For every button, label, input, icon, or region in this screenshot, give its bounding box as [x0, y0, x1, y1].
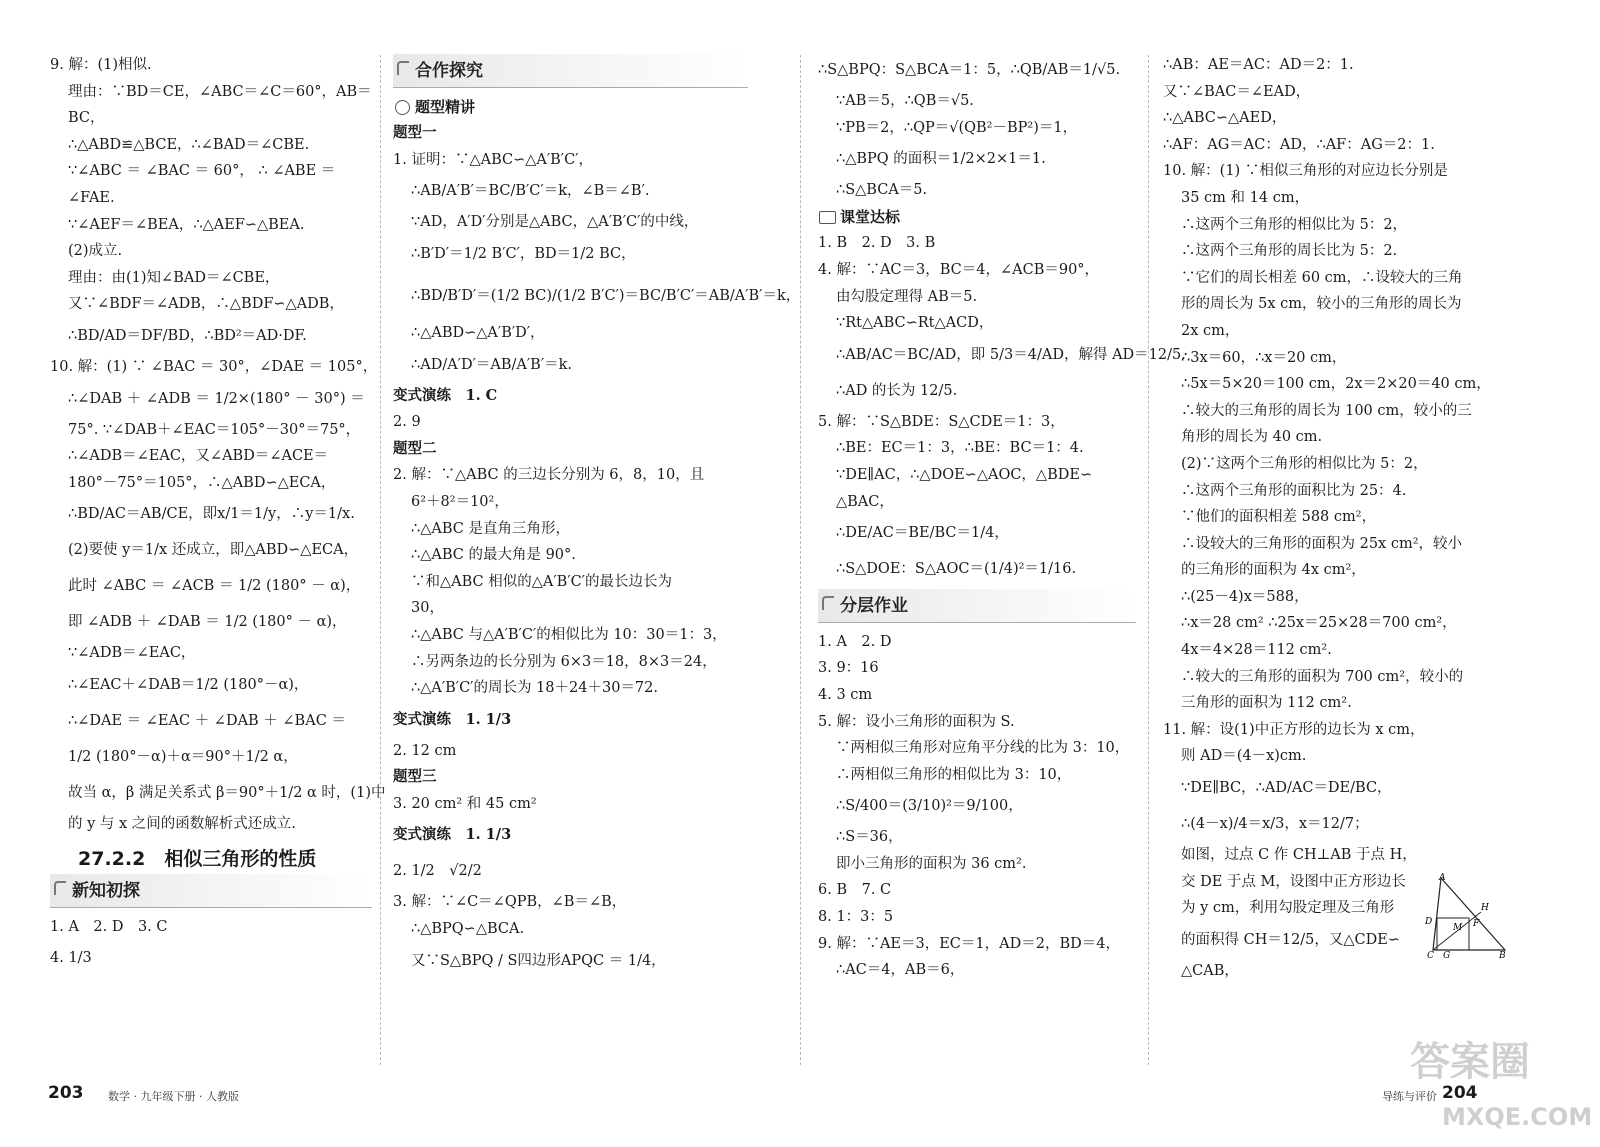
text-line: 10. 解：(1) ∵ ∠BAC ＝ 30°，∠DAE ＝ 105°， [50, 358, 378, 375]
text-line: ∵AB＝5，∴QB＝√5. [836, 93, 974, 109]
text-line: 2x cm， [1181, 322, 1240, 339]
text-line: ∴AC＝4，AB＝6， [836, 962, 965, 979]
text-line: 3. 解：∵∠C＝∠QPB，∠B＝∠B， [393, 894, 627, 911]
text-line: 题型三 [393, 768, 437, 786]
text-line: ∴∠DAE ＝ ∠EAC ＋ ∠DAB ＋ ∠BAC ＝ [68, 712, 346, 729]
text-line: 1. A 2. D [818, 633, 892, 650]
text-line: 如图，过点 C 作 CH⊥AB 于点 H， [1181, 847, 1417, 864]
text-line: 8. 1：3：5 [818, 909, 894, 926]
text-line: ∴△ABD≌△BCE，∴∠BAD＝∠CBE. [68, 136, 310, 153]
text-line: 9. 解：(1)相似. [50, 57, 152, 73]
text-line: ∴AD/A′D′＝AB/A′B′＝k. [411, 356, 573, 373]
text-line: 变式演练 1. 1/3 [393, 710, 512, 728]
text-line: 2. 12 cm [393, 742, 457, 759]
text-line: ∵PB＝2，∴QP＝√(QB²－BP²)＝1， [836, 119, 1078, 136]
text-line: 即小三角形的面积为 36 cm². [836, 855, 1027, 872]
text-line: 又∵∠BAC＝∠EAD， [1163, 83, 1311, 100]
text-line: 角形的周长为 40 cm. [1181, 429, 1323, 446]
figure-label: H [1481, 903, 1489, 913]
text-line: ∴AB：AE＝AC：AD＝2：1. [1163, 57, 1354, 73]
text-line: ∴△ABC 是直角三角形， [411, 520, 570, 537]
text-line: ∴S△BCA＝5. [836, 182, 928, 199]
text-line: ∴AF：AG＝AC：AD，∴AF：AG＝2：1. [1163, 136, 1435, 153]
text-line: 75°. ∵∠DAB＋∠EAC＝105°－30°＝75°， [68, 421, 361, 438]
text-line: ∴这两个三角形的周长比为 5：2. [1181, 243, 1398, 260]
text-line: 180°－75°＝105°，∴△ABD∽△ECA， [68, 474, 336, 491]
section-header-coop [393, 54, 748, 88]
text-line: 1. 证明：∵△ABC∽△A′B′C′， [393, 151, 593, 168]
text-line: 3. 9：16 [818, 660, 879, 677]
text-line: ∵两相似三角形对应角平分线的比为 3：10， [836, 740, 1130, 757]
text-line: 又∵S△BPQ / S四边形APQC ＝ 1/4， [411, 952, 666, 969]
section-header-new [50, 874, 372, 908]
text-line: ∴BD/AD＝DF/BD，∴BD²＝AD·DF. [68, 327, 307, 344]
watermark-logo [1402, 1025, 1593, 1135]
text-line: ∵AD，A′D′分别是△ABC，△A′B′C′的中线， [411, 214, 699, 231]
text-line: ∴△BPQ∽△BCA. [411, 921, 525, 938]
text-line: ∵∠ABC ＝ ∠BAC ＝ 60°， ∴ ∠ABE ＝ [68, 163, 336, 180]
text-line: ∴3x＝60，∴x＝20 cm， [1181, 349, 1347, 366]
text-line: ∴△BPQ 的面积＝1/2×2×1＝1. [836, 151, 1046, 168]
text-line: ∴DE/AC＝BE/BC＝1/4， [836, 525, 1009, 542]
figure-label: A [1439, 873, 1446, 883]
text-line: ∴B′D′＝1/2 B′C′，BD＝1/2 BC， [411, 245, 636, 262]
figure-label: D [1425, 917, 1433, 927]
text-line: 10. 解：(1) ∵相似三角形的对应边长分别是 [1163, 163, 1448, 180]
text-line: 35 cm 和 14 cm， [1181, 189, 1310, 206]
sub-header-question [393, 94, 748, 121]
text-line: 6²＋8²＝10²， [411, 493, 509, 510]
footer-book-title: 数学 · 九年级下册 · 人教版 [108, 1090, 239, 1103]
text-line: 理由：∵BD＝CE，∠ABC＝∠C＝60°，AB＝ [68, 83, 372, 100]
text-line: ∴(4－x)/4＝x/3，x＝12/7； [1181, 816, 1369, 833]
chapter-title: 27.2.2 相似三角形的性质 [78, 847, 317, 870]
text-line: ∴x＝28 cm² ∴25x＝25×28＝700 cm²， [1181, 615, 1457, 632]
page-number-right: 204 [1442, 1083, 1478, 1103]
footer-series-title: 导练与评价 [1382, 1090, 1437, 1103]
text-line: 4. 1/3 [50, 950, 92, 967]
text-line: 2. 9 [393, 414, 421, 431]
text-line: ∴设较大的三角形的面积为 25x cm²，较小 [1181, 535, 1463, 552]
page-number-left: 203 [48, 1083, 84, 1103]
text-line: 理由：由(1)知∠BAD＝∠CBE， [68, 269, 280, 286]
text-line: (2)∵这两个三角形的相似比为 5：2， [1181, 455, 1428, 472]
text-line: 此时 ∠ABC ＝ ∠ACB ＝ 1/2 (180° － α)， [68, 578, 361, 595]
text-line: 1. A 2. D 3. C [50, 918, 168, 935]
text-line: 形的周长为 5x cm，较小的三角形的周长为 [1181, 296, 1462, 313]
text-line: ∴△ABD∽△A′B′D′， [411, 324, 545, 341]
text-line: ∴△A′B′C′的周长为 18＋24＋30＝72. [411, 680, 658, 697]
text-line: 4x＝4×28＝112 cm². [1181, 642, 1332, 659]
text-line: ∴△ABC∽△AED， [1163, 110, 1287, 127]
text-line: ∴BD/B′D′＝(1/2 BC)/(1/2 B′C′)＝BC/B′C′＝AB/A′B′＝k， [411, 287, 801, 304]
text-line: BC， [68, 110, 105, 127]
text-line: ∵它们的周长相差 60 cm，∴设较大的三角 [1181, 269, 1463, 286]
text-line: 变式演练 1. 1/3 [393, 826, 512, 844]
figure-label: G [1443, 951, 1451, 961]
text-line: 3. 20 cm² 和 45 cm² [393, 795, 537, 812]
text-line: 即 ∠ADB ＋ ∠DAB ＝ 1/2 (180° － α)， [68, 614, 347, 631]
text-line: 的面积得 CH＝12/5，又△CDE∽ [1181, 931, 1401, 948]
text-line: 2. 1/2 √2/2 [393, 863, 482, 880]
text-line: ∴较大的三角形的面积为 700 cm²，较小的 [1181, 668, 1464, 685]
sub-header-class [818, 204, 1136, 231]
text-line: 5. 解：设小三角形的面积为 S. [818, 713, 1015, 730]
sub-header-title: 课堂达标 [840, 207, 901, 226]
text-line: ∵∠AEF＝∠BEA，∴△AEF∽△BEA. [68, 216, 305, 233]
section-title: 新知初探 [72, 881, 140, 902]
text-line: ∴(25－4)x＝588， [1181, 588, 1309, 605]
text-line: (2)要使 y＝1/x 还成立，即△ABD∽△ECA， [68, 542, 359, 559]
text-line: 1. B 2. D 3. B [818, 235, 936, 252]
text-line: ∵DE∥BC，∴AD/AC＝DE/BC， [1181, 780, 1392, 797]
text-line: ∴S＝36， [836, 829, 903, 846]
text-line: 5. 解：∵S△BDE：S△CDE＝1：3， [818, 413, 1065, 430]
left-page-column-2 [393, 52, 801, 979]
text-line: ∴AD 的长为 12/5. [836, 382, 958, 399]
figure-label: F [1473, 919, 1480, 929]
text-line: (2)成立. [68, 243, 123, 260]
right-page-column-1 [818, 52, 1186, 984]
text-line: ∴BE：EC＝1：3，∴BE：BC＝1：4. [836, 440, 1084, 457]
text-line: ∴较大的三角形的周长为 100 cm，较小的三 [1181, 402, 1472, 419]
text-line: ∴S/400＝(3/10)²＝9/100， [836, 798, 1023, 815]
sub-header-title: 题型精讲 [415, 97, 476, 116]
section-hook-icon [54, 881, 66, 895]
left-page-column-1 [50, 52, 386, 976]
text-line: 交 DE 于点 M，设图中正方形边长 [1181, 873, 1406, 890]
right-page-column-2 [1163, 52, 1513, 984]
text-line: 的三角形的面积为 4x cm²， [1181, 562, 1366, 579]
text-line: ∴两相似三角形的相似比为 3：10， [836, 766, 1072, 783]
text-line: 由勾股定理得 AB＝5. [836, 288, 978, 305]
text-line: ∴△ABC 的最大角是 90°. [411, 547, 576, 564]
text-line: ∴∠DAB ＋ ∠ADB ＝ 1/2×(180° － 30°) ＝ [68, 390, 365, 407]
text-line: 三角形的面积为 112 cm². [1181, 695, 1352, 712]
text-line: ∵∠ADB＝∠EAC， [68, 645, 196, 662]
watermark-url: MXQE.COM [1442, 1103, 1593, 1131]
figure-label: C [1427, 951, 1434, 961]
section-header-layer [818, 589, 1136, 623]
text-line: 4. 解：∵AC＝3，BC＝4，∠ACB＝90°， [818, 261, 1100, 278]
text-line: ∴5x＝5×20＝100 cm，2x＝2×20＝40 cm， [1181, 376, 1491, 393]
figure-label: B [1499, 951, 1506, 961]
text-line: ∴S△BPQ：S△BCA＝1：5，∴QB/AB＝1/√5. [818, 62, 1121, 78]
text-line: ∴∠ADB＝∠EAC，又∠ABD＝∠ACE＝ [68, 448, 329, 465]
column-divider [800, 55, 801, 1065]
section-hook-icon [397, 61, 409, 75]
text-line: 30， [411, 600, 444, 617]
triangle-square-figure [1423, 873, 1507, 961]
text-line: ∴△ABC 与△A′B′C′的相似比为 10：30＝1：3， [411, 626, 727, 643]
text-line: ∵他们的面积相差 588 cm²， [1181, 509, 1377, 526]
section-title: 合作探究 [415, 61, 483, 81]
text-line: ∴S△DOE：S△AOC＝(1/4)²＝1/16. [836, 561, 1077, 578]
text-line: △BAC， [836, 493, 894, 510]
text-line: 1/2 (180°－α)＋α＝90°＋1/2 α， [68, 748, 298, 765]
text-line: 的 y 与 x 之间的函数解析式还成立. [68, 815, 296, 832]
text-line: ∴BD/AC＝AB/CE，即x/1＝1/y，∴y＝1/x. [68, 506, 355, 523]
text-line: ∴AB/A′B′＝BC/B′C′＝k，∠B＝∠B′. [411, 183, 650, 200]
text-line: 题型二 [393, 439, 437, 457]
text-line: ∴另两条边的长分别为 6×3＝18，8×3＝24， [411, 653, 717, 670]
section-hook-icon [822, 596, 834, 610]
figure-label: M [1453, 923, 1463, 933]
text-line: ∴AB/AC＝BC/AD，即 5/3＝4/AD，解得 AD＝12/5. [836, 346, 1186, 363]
watermark-text: 答案圈 [1410, 1039, 1530, 1085]
text-line: △CAB， [1181, 962, 1239, 979]
text-line: 题型一 [393, 124, 437, 142]
question-type-icon [395, 100, 410, 115]
text-line: 故当 α，β 满足关系式 β＝90°＋1/2 α 时，(1)中 [68, 784, 386, 801]
section-title: 分层作业 [840, 596, 908, 617]
text-line: ∵和△ABC 相似的△A′B′C′的最长边长为 [411, 573, 672, 590]
text-line: ∵DE∥AC，∴△DOE∽△AOC，△BDE∽ [836, 466, 1093, 483]
text-line: ∠FAE. [68, 189, 115, 206]
text-line: 6. B 7. C [818, 882, 892, 899]
text-line: 则 AD＝(4－x)cm. [1181, 748, 1307, 765]
text-line: 为 y cm，利用勾股定理及三角形 [1181, 900, 1395, 917]
text-line: 11. 解：设(1)中正方形的边长为 x cm， [1163, 721, 1425, 738]
text-line: ∴这两个三角形的面积比为 25：4. [1181, 482, 1407, 499]
text-line: 变式演练 1. C [393, 386, 498, 404]
text-line: 4. 3 cm [818, 686, 873, 703]
column-divider [1148, 55, 1149, 1065]
text-line: ∵Rt△ABC∽Rt△ACD， [836, 315, 994, 332]
text-line: 又∵∠BDF＝∠ADB，∴△BDF∽△ADB， [68, 296, 344, 313]
book-icon [819, 211, 836, 224]
text-line: ∴这两个三角形的相似比为 5：2， [1181, 216, 1408, 233]
text-line: 2. 解：∵△ABC 的三边长分别为 6，8，10，且 [393, 467, 705, 484]
text-line: 9. 解：∵AE＝3，EC＝1，AD＝2，BD＝4， [818, 935, 1120, 952]
column-divider [380, 55, 381, 1065]
text-line: ∴∠EAC＋∠DAB＝1/2 (180°－α)， [68, 676, 309, 693]
